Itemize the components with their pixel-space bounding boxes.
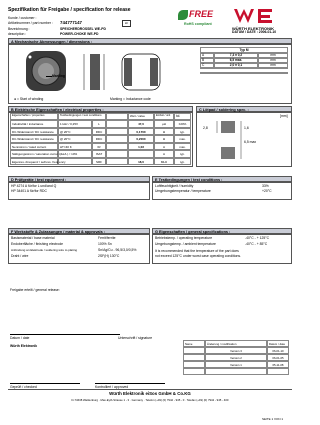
b-row-2-cond: @ 20°C	[58, 135, 92, 143]
b-row-2-tol: max.	[174, 135, 191, 143]
section-b-title: B Elektrische Eigenschaften / electrical properties :	[8, 106, 193, 112]
section-e-title: E Testbedingungen / test conditions :	[152, 176, 292, 182]
rohs-text: RoHS compliant	[184, 22, 212, 26]
g-row-2-value: -40°C - + 85°C	[245, 242, 268, 246]
lf-badge	[122, 20, 131, 27]
section-d-title: D Prüfgeräte / test equipment :	[8, 176, 150, 182]
f-row-3-value: Sn/Ag/Cu - 96,5/3,0/0,5%	[98, 248, 137, 252]
e-row-1-value: 33%	[262, 184, 269, 188]
b-row-4-sym: ISAT	[92, 150, 106, 158]
f-row-2-label: Endoberfläche / finishing electrode	[11, 242, 64, 246]
company-logo-text: WÜRTH ELEKTRONIK	[232, 26, 274, 31]
b-row-0-val: 47,0	[128, 120, 154, 128]
leaf-icon	[178, 10, 188, 20]
b-header-tol: tol.	[174, 113, 191, 120]
section-a-title: A Mechanische Abmessungen / dimensions :	[8, 38, 292, 44]
part-number: 744777147	[60, 19, 82, 25]
rohs-logo	[178, 9, 224, 35]
c-dim-2: 1,6	[244, 126, 249, 130]
dim-empty-row-1	[200, 67, 288, 69]
dim-a-label: A	[200, 52, 214, 59]
dim-c-unit: mm	[258, 62, 288, 69]
b-row-1-spacer	[106, 128, 128, 136]
b-row-1-prop: DC-Widerstand / DC resistance	[10, 128, 58, 136]
free-logo: FREE	[189, 9, 214, 19]
f-row-1-value: Ferrit/ferrite	[98, 236, 116, 240]
winding-note: ● = Start of winding	[14, 97, 44, 101]
b-row-1-cond: @ 20°C	[58, 128, 92, 136]
release-signature-label: Unterschrift / signature	[118, 336, 153, 340]
b-row-4-tol: typ.	[174, 150, 191, 158]
version-row-2-name-col	[183, 361, 205, 368]
b-row-5-prop: Eigenres.-Frequenz / self-res. frequency	[12, 159, 66, 164]
version-header-1: Änderung / modification	[205, 340, 267, 347]
f-row-1-label: Basismaterial / base material	[11, 236, 55, 240]
b-row-0-unit: µH	[154, 120, 174, 128]
b-header-unit: Einheit / unit	[154, 113, 174, 120]
footer-company: Würth Elektronik eiSos GmbH & Co.KG	[109, 391, 191, 396]
lf-badge-label: LF	[124, 21, 129, 25]
b-row-1-tol: typ.	[174, 128, 191, 136]
version-row-3-name	[205, 368, 267, 375]
inductor-top-view	[22, 47, 70, 95]
b-row-0-spacer	[106, 120, 128, 128]
b-header-val: Wert / value	[128, 113, 154, 120]
dim-b-label: B	[200, 57, 214, 64]
version-row-2-date: 05-11-08	[267, 361, 289, 368]
f-row-2-value: 100% Sn	[98, 242, 112, 246]
checked-label: Geprüft / checked	[10, 385, 37, 389]
type-label: Typ M	[239, 48, 249, 52]
description-2: POWER-CHOKE WE-PD	[60, 32, 99, 36]
section-f-title: F Werkstoffe & Zulassungen / material & approvals :	[8, 228, 150, 234]
customer-signature-line	[10, 334, 120, 335]
b-row-1-val: 0,1700	[128, 128, 154, 136]
dim-b-value: 6,5 max.	[214, 57, 258, 64]
f-row-4-value: 2SF(H) 130°C	[98, 254, 120, 258]
b-row-2-sym: RDC	[92, 135, 106, 143]
b-row-2-prop: DC-Widerstand / DC resistance	[10, 135, 58, 143]
inductor-bottom-view	[118, 50, 164, 94]
description-1: SPEICHERDROSSEL WE-PD	[60, 27, 106, 31]
version-row-2-name: Version 1	[205, 361, 267, 368]
b-row-4-cond: |ΔL/L| < 10%	[58, 150, 92, 158]
c-unit: [mm]	[280, 114, 288, 118]
b-row-3-sym: IR	[92, 143, 106, 151]
version-row-1-date: 06-01-05	[267, 354, 289, 361]
b-header-sym	[106, 113, 128, 120]
approved-label: Kontrolliert / approved	[95, 385, 129, 389]
d-line-2: HP 34401 A für/for RDC	[11, 189, 47, 193]
dim-b-unit: mm	[258, 57, 288, 64]
we-logo-icon	[232, 7, 294, 25]
version-row-3-date	[267, 368, 289, 375]
version-row-0-name: Version 3	[205, 347, 267, 354]
page-number: SEITE 1 VON 1	[262, 417, 284, 421]
b-row-4-spacer	[106, 150, 128, 158]
d-line-1: HP 4274 A für/for L und/and Q	[11, 184, 57, 188]
dim-c-label: C	[200, 62, 214, 69]
release-company: Würth Elektronik	[10, 344, 38, 348]
b-row-1-unit: Ω	[154, 128, 174, 136]
marking-label: Marking	[52, 74, 65, 78]
version-row-1-name: Version 2	[205, 354, 267, 361]
dim-a-unit: mm	[258, 52, 288, 59]
b-header-prop: Eigenschaften / properties	[10, 113, 58, 120]
section-g-title: G Eigenschaften / general specifications :	[152, 228, 292, 234]
b-row-0-tol: ±20%	[174, 120, 191, 128]
inductor-side-view	[80, 52, 110, 92]
b-header-cond: Testbedingungen / test conditions	[58, 113, 106, 120]
version-row-0-name-col	[183, 347, 205, 354]
e-row-2-label: Umgebungstemperatur / temperature	[155, 189, 211, 193]
checked-line	[10, 383, 80, 384]
b-row-5-unit: MHz	[154, 158, 174, 166]
version-row-3-name-col	[183, 368, 205, 375]
version-row-1-name-col	[183, 354, 205, 361]
g-row-2-label: Umgebungstemp. / ambient temperature	[155, 242, 216, 246]
b-row-5-cond	[58, 158, 92, 166]
c-dim-3: 6,5 max	[244, 140, 257, 144]
b-row-2-unit: Ω	[154, 135, 174, 143]
version-row-0-date: 06-01-10	[267, 347, 289, 354]
g-note-1: It is recommended that the temperature of the part does	[155, 249, 239, 253]
dim-a-value: 7,3 ± 0,2	[214, 52, 258, 59]
footer-address: D-74638 Waldenburg · Max-Eyth-Strasse 1 - 3 · Germany · Telefon (+49) (0) 7942 - 945 - 0 · Telefax (+49) (0) 7942 - 945 - 400	[71, 398, 229, 402]
footer-divider	[8, 389, 292, 390]
desc-label-2: description :	[8, 32, 27, 36]
b-row-4-prop: Sättigungsstrom / saturation current	[12, 152, 60, 156]
b-row-1-sym: RDC	[92, 128, 106, 136]
b-row-5-spacer	[106, 158, 128, 166]
e-row-2-value: +20°C	[262, 189, 272, 193]
page-title: Spezifikation für Freigabe / specification for release	[8, 7, 131, 13]
b-row-3-cond: ΔT=40 K	[58, 143, 92, 151]
customer-label: Kunde / customer :	[8, 16, 37, 20]
b-row-2-val: 0,2000	[128, 135, 154, 143]
release-date-label: Datum / date	[10, 336, 30, 340]
c-dim-1: 2,8	[203, 126, 208, 130]
g-row-1-value: -40°C - + 125°C	[245, 236, 270, 240]
f-row-4-label: Draht / wire	[11, 254, 29, 258]
b-row-5-val: 18,0	[128, 158, 154, 166]
dim-empty-row-2	[200, 72, 288, 74]
e-row-1-label: Luftfeuchtigkeit / humidity	[155, 184, 194, 188]
b-row-3-spacer	[106, 143, 128, 151]
desc-label-1: Bezeichnung :	[8, 27, 30, 31]
b-row-0-cond: 1 kHz / 0,25V	[58, 120, 92, 128]
b-row-2-spacer	[106, 135, 128, 143]
b-row-4-unit: A	[154, 150, 174, 158]
b-row-0-sym: L	[92, 120, 106, 128]
b-row-0-prop: Induktivität / inductance	[10, 120, 58, 128]
version-header-0: Name	[183, 340, 205, 347]
g-row-1-label: Betriebstemp. / operating temperature	[155, 236, 213, 240]
g-note-2: not exceed 125°C under worst case operating conditions.	[155, 254, 241, 258]
b-row-3-unit: A	[154, 143, 174, 151]
b-row-3-prop: Nennstrom / rated current	[10, 143, 58, 151]
section-c-title: C Lötpad / soldering spec. :	[196, 106, 292, 112]
date-label: DATUM / DATE : 2006-01-10	[232, 30, 277, 34]
b-row-3-tol: max.	[174, 143, 191, 151]
partno-label: Artikelnummer / part number :	[8, 21, 53, 25]
approved-line	[95, 383, 165, 384]
version-header-2: Datum / date	[267, 340, 289, 347]
dim-c-value: 2,0 ± 0,1	[214, 62, 258, 69]
b-row-4-val	[128, 150, 154, 158]
solder-pad-drawing	[215, 117, 265, 163]
b-row-5-sym: SRF	[92, 158, 106, 166]
marking-arrow	[46, 76, 52, 77]
marking-note: Marking = Inductance code	[110, 97, 151, 101]
b-row-5-tol: typ.	[174, 158, 191, 166]
release-title: Freigabe erteilt / general release:	[10, 288, 60, 292]
b-row-3-val: 1,03	[128, 143, 154, 151]
f-row-3-label: Anbindung an Elektrode / soldering wire to plating	[11, 248, 78, 252]
